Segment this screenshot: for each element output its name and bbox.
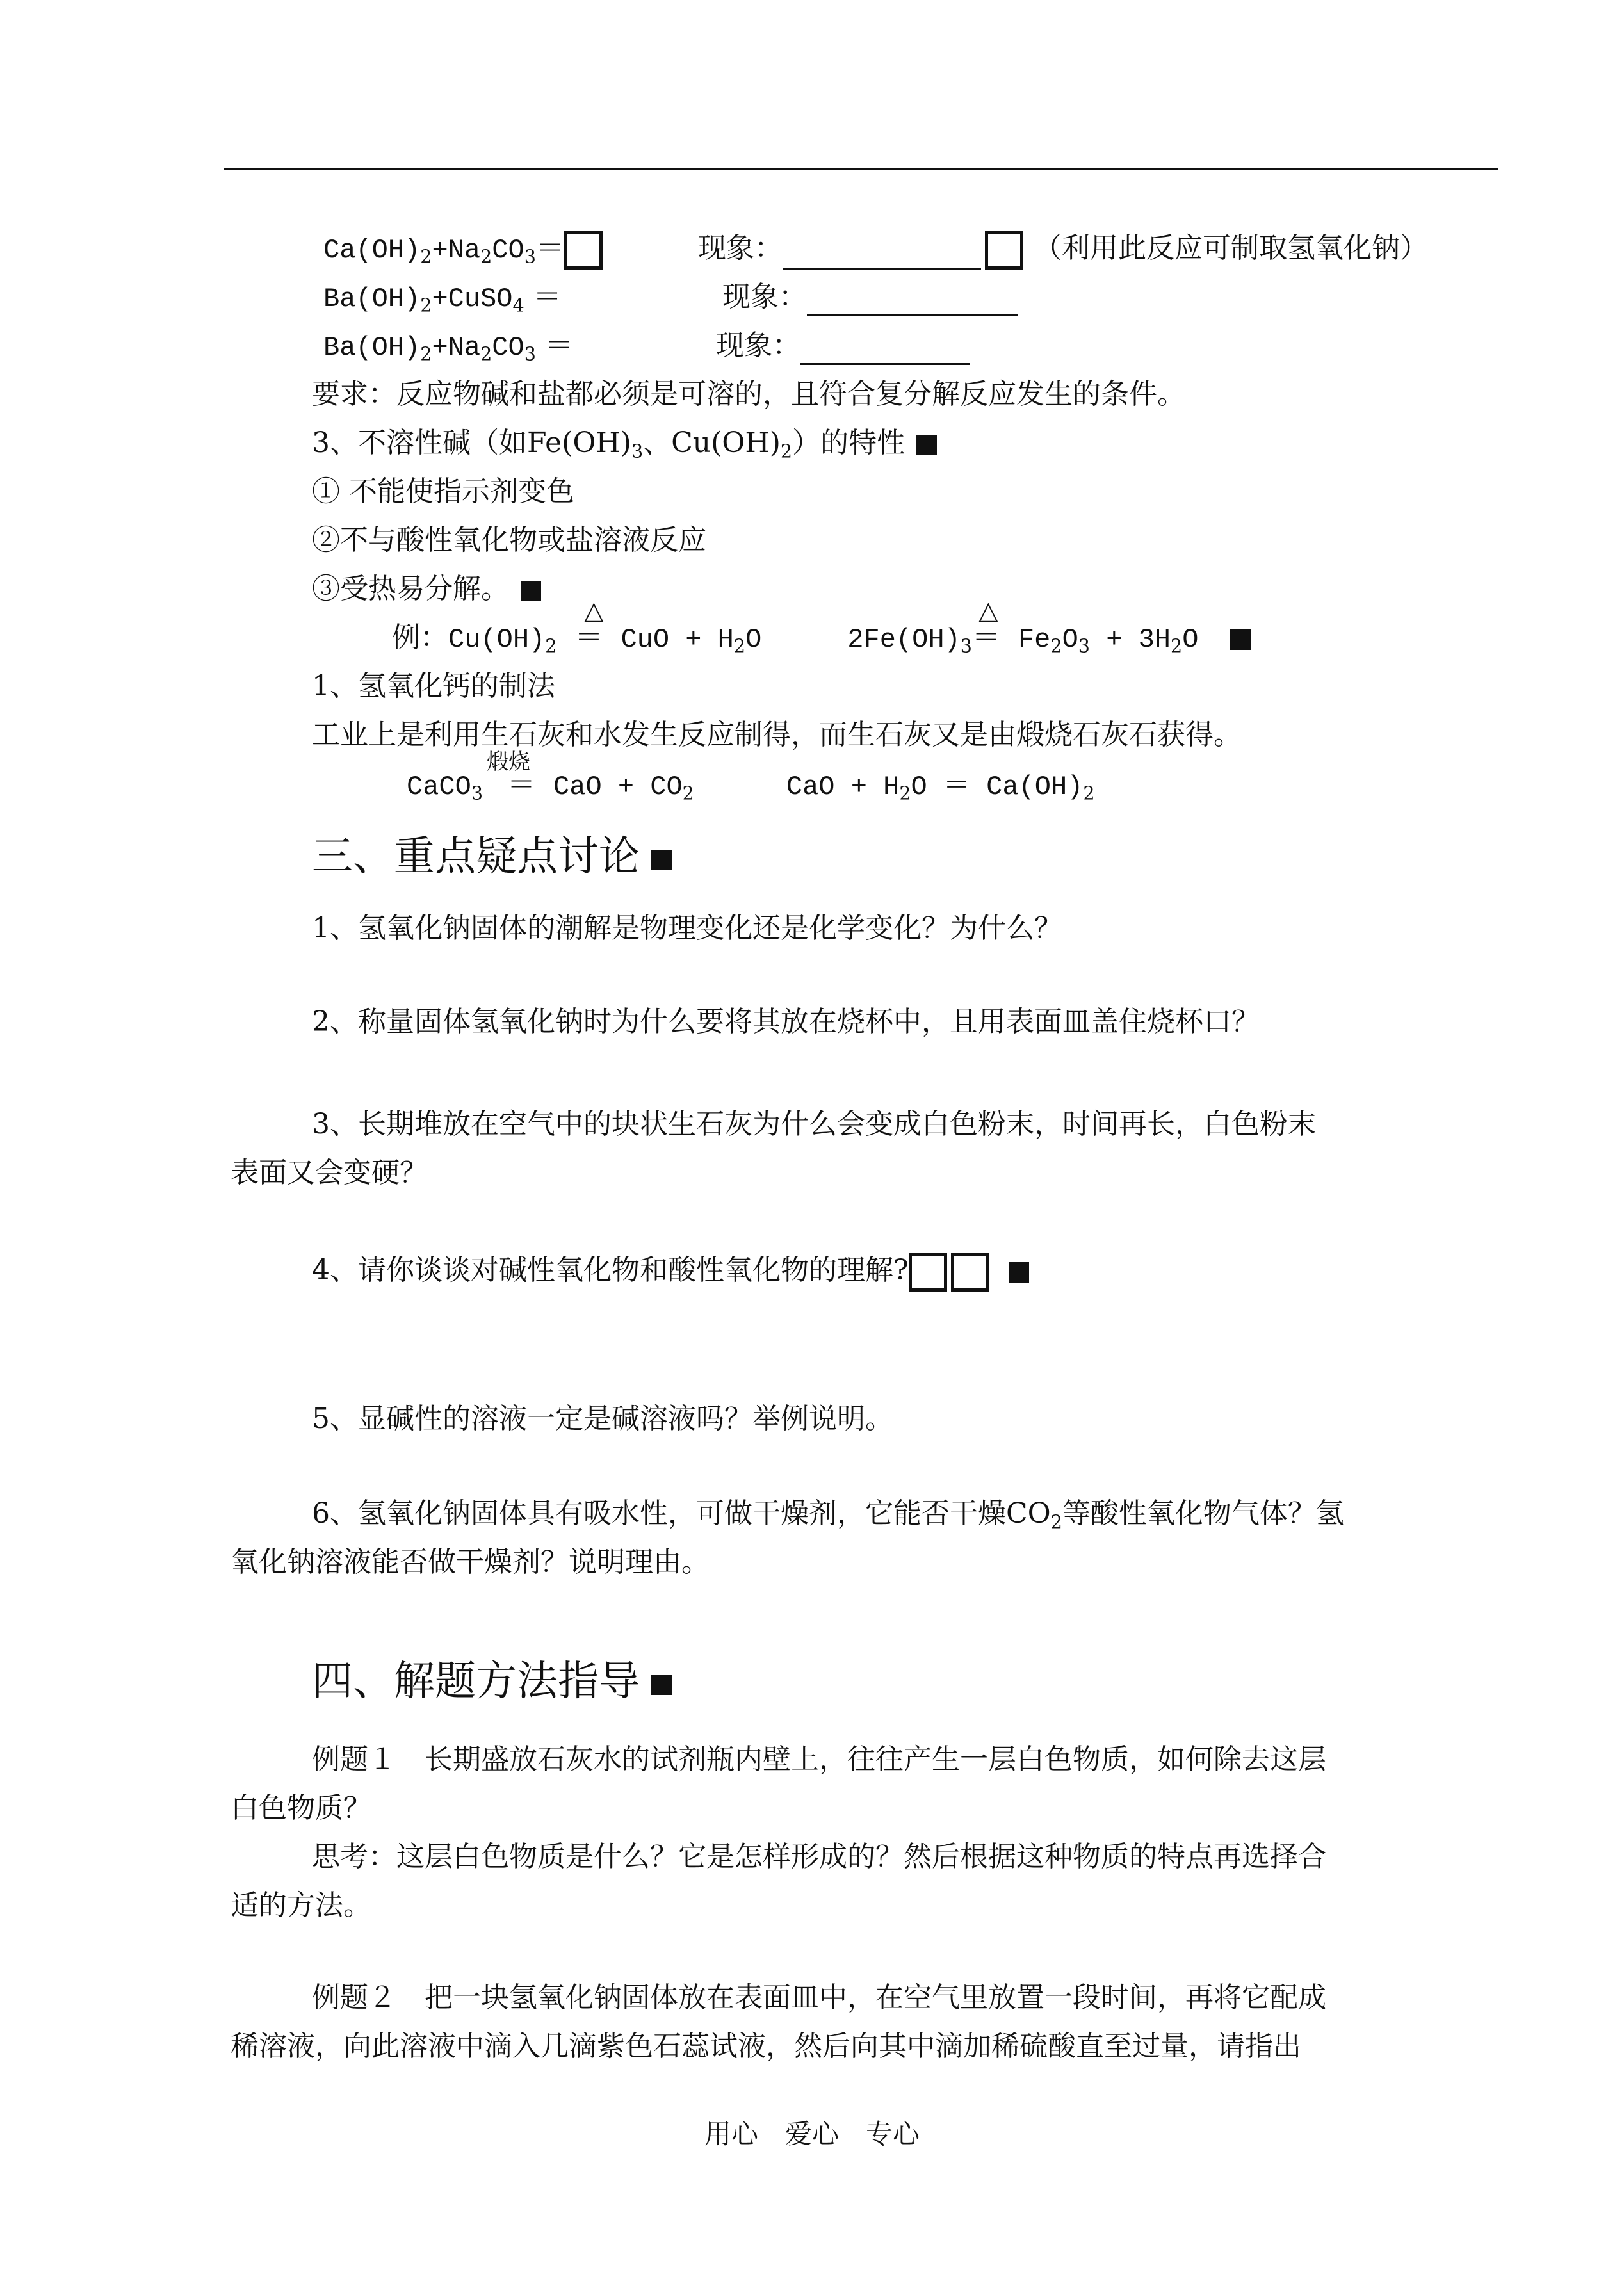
heat-triangle-icon: △ xyxy=(584,596,604,626)
property-3: ③受热易分解。 xyxy=(312,570,541,608)
header-rule xyxy=(224,168,1498,170)
reaction-2-observation: 现象： xyxy=(722,278,1018,316)
example-1-line2: 白色物质？ xyxy=(231,1792,371,1824)
discussion-q4: 4、请你谈谈对碱性氧化物和酸性氧化物的理解? xyxy=(312,1251,1029,1292)
square-marker-icon xyxy=(651,1675,672,1695)
calcination-reactions: CaCO$_3$ ＝ CaO + $CO_2$ CaO + $H_2O = Ca(OH)_2$ xyxy=(407,768,1095,804)
insoluble-base-title: 3、不溶性碱（如$Fe(OH)_3$、$Cu(OH)_2$）的特性 xyxy=(312,424,937,462)
square-marker-icon xyxy=(1230,629,1251,650)
discussion-q3-line1: 3、长期堆放在空气中的块状生石灰为什么会变成白色粉末，时间再长，白色粉末 xyxy=(312,1108,1316,1140)
page-footer: 用心 爱心 专心 xyxy=(704,2118,920,2150)
think-line2: 适的方法。 xyxy=(231,1889,371,1922)
example-1-line1: 例题１ 长期盛放石灰水的试剂瓶内壁上，往往产生一层白色物质，如何除去这层 xyxy=(312,1743,1326,1776)
property-1: ① 不能使指示剂变色 xyxy=(312,475,574,508)
decomposition-examples: 例：$Cu(OH)_2$ ＝ CuO + $H_2O$ $2Fe(OH)_3= Fe_2O_3 + 3H_2O$ xyxy=(392,619,1251,659)
reaction-2: $Ba(OH)_2+CuSO_4$ ＝ xyxy=(323,280,562,316)
calcium-hydroxide-desc: 工业上是利用生石灰和水发生反应制得，而生石灰又是由煅烧石灰石获得。 xyxy=(312,718,1242,751)
think-line1: 思考：这层白色物质是什么？它是怎样形成的？然后根据这种物质的特点再选择合 xyxy=(312,1840,1326,1873)
calcination-condition: 煅烧 xyxy=(487,749,530,775)
discussion-q3-line2: 表面又会变硬？ xyxy=(231,1156,428,1189)
section-4-heading: 四、解题方法指导 xyxy=(312,1655,672,1708)
discussion-q6-line2: 氧化钠溶液能否做干燥剂？说明理由。 xyxy=(231,1546,710,1578)
placeholder-box xyxy=(951,1253,989,1292)
example-2-line2: 稀溶液，向此溶液中滴入几滴紫色石蕊试液，然后向其中滴加稀硫酸直至过量，请指出 xyxy=(231,2030,1301,2063)
calcium-hydroxide-title: 1、氢氧化钙的制法 xyxy=(312,670,555,702)
square-marker-icon xyxy=(1009,1262,1029,1283)
placeholder-box xyxy=(985,231,1023,270)
placeholder-box xyxy=(564,231,603,270)
square-marker-icon xyxy=(521,581,541,601)
square-marker-icon xyxy=(651,850,672,870)
reaction-1-observation: 现象： （利用此反应可制取氢氧化钠） xyxy=(698,229,1428,270)
placeholder-box xyxy=(909,1253,947,1292)
discussion-q5: 5、显碱性的溶液一定是碱溶液吗？举例说明。 xyxy=(312,1402,893,1435)
answer-blank[interactable] xyxy=(807,289,1018,316)
reaction-3: $Ba(OH)_2+Na_2CO_3$ ＝ xyxy=(323,329,573,365)
answer-blank[interactable] xyxy=(783,242,981,270)
property-2: ②不与酸性氧化物或盐溶液反应 xyxy=(312,524,706,556)
example-2-line1: 例题２ 把一块氢氧化钠固体放在表面皿中，在空气里放置一段时间，再将它配成 xyxy=(312,1981,1326,2014)
square-marker-icon xyxy=(916,435,937,455)
discussion-q6-line1: 6、氢氧化钠固体具有吸水性，可做干燥剂，它能否干燥$CO_2$等酸性氧化物气体？氢 xyxy=(312,1497,1344,1533)
discussion-q1: 1、氢氧化钠固体的潮解是物理变化还是化学变化？为什么？ xyxy=(312,912,1062,945)
answer-blank[interactable] xyxy=(800,337,970,365)
discussion-q2: 2、称量固体氢氧化钠时为什么要将其放在烧杯中，且用表面皿盖住烧杯口？ xyxy=(312,1005,1260,1038)
reaction-1: $Ca(OH)_2+Na_2CO_3=$ xyxy=(323,229,603,270)
reaction-3-observation: 现象： xyxy=(716,327,970,365)
requirement-text: 要求：反应物碱和盐都必须是可溶的，且符合复分解反应发生的条件。 xyxy=(312,378,1185,410)
heat-triangle-icon: △ xyxy=(978,596,998,626)
section-3-heading: 三、重点疑点讨论 xyxy=(312,830,672,884)
